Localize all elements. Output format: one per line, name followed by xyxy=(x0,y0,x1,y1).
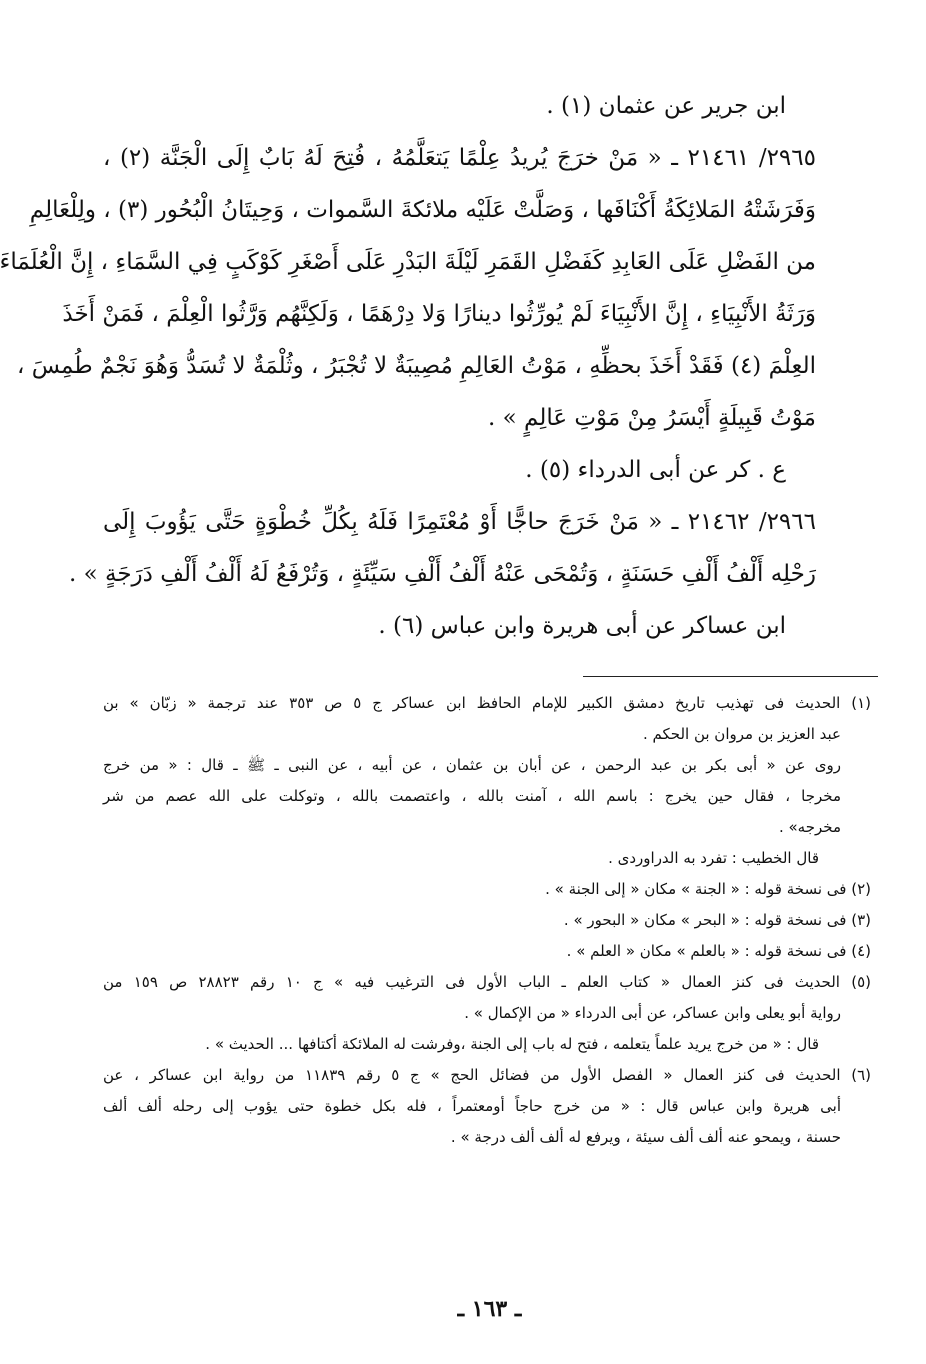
source-line: ابن جرير عن عثمان (١) . xyxy=(546,93,786,119)
footnote-1-line-3: روى عن « أبى بكر بن عبد الرحمن ، عن أبان بن عثمان ، عن أبيه ، عن النبى ـ ﷺ ـ قال : « من خرج xyxy=(103,756,841,774)
footnote-5-line-3: قال : « من خرج يريد علماً يتعلمه ، فتح له باب إلى الجنة ،وفرشت له الملائكة أكتافها ... الحديث » . xyxy=(205,1035,819,1053)
hadith-2965-line-1: ٢٩٦٥/ ٢١٤٦١ ـ « مَنْ خرَجَ يُريدُ عِلْمًا يَتعَلَّمُهُ ، فُتِحَ لَهُ بَابٌ إِلَى الْجَنَّة (٢) ، xyxy=(103,145,816,171)
footnote-6-line-3: حسنة ، ويمحو عنه ألف ألف سيئة ، ويرفع له ألف ألف درجة » . xyxy=(450,1128,841,1146)
footnotes xyxy=(103,688,871,1153)
hadith-2965-line-6: مَوْتُ قَبِيلَةٍ أَيْسَرُ مِنْ مَوْتِ عَالِمٍ » . xyxy=(488,405,816,431)
footnote-5-line-1: (٥) الحديث فى كنز العمال « كتاب العلم ـ الباب الأول فى الترغيب فيه » ج ١٠ رقم ٢٨٨٢٣ ص ١٥٩ من xyxy=(103,973,871,991)
hadith-2965-line-3: من الفَضْلِ عَلَى العَابِدِ كَفَضْلِ القَمَرِ لَيْلَةَ البَدْرِ عَلَى أَصْغَرِ كَوْكَبٍ فِي السَّمَاءِ ، إِنَّ الْعُلَمَاءَ xyxy=(0,249,816,275)
page-number: ـ ١٦٣ ـ xyxy=(457,1296,522,1322)
footnote-5-line-2: رواية أبو يعلى وابن عساكر، عن أبى الدرداء « من الإكمال » . xyxy=(464,1004,841,1022)
source-line: ابن عساكر عن أبى هريرة وابن عباس (٦) . xyxy=(378,613,786,639)
footnote-1-line-6: قال الخطيب : تفرد به الدراوردى . xyxy=(608,849,819,867)
footnote-1-line-1: (١) الحديث فى تهذيب تاريخ دمشق الكبير للإمام الحافظ ابن عساكر ج ٥ ص ٣٥٣ عند ترجمة « زبّان » بن xyxy=(103,694,871,712)
footnote-1-line-2: عبد العزيز بن مروان بن الحكم . xyxy=(642,725,841,743)
footnote-6-line-1: (٦) الحديث فى كنز العمال « الفصل الأول من فضائل الحج » ج ٥ رقم ١١٨٣٩ من رواية ابن عساكر ، عن xyxy=(103,1066,871,1084)
hadith-2966-line-2: رَحْلِه أَلْفُ أَلْفِ حَسَنَةٍ ، وَتُمْحَى عَنْهُ أَلْفُ أَلْفِ سَيِّئَةٍ ، وَتُرْفَعُ لَهُ أَلْفُ أَلْفِ دَرَجَةٍ » . xyxy=(68,561,816,587)
source-line: ع . كر عن أبى الدرداء (٥) . xyxy=(525,457,786,483)
hadith-2965-line-5: العِلْمَ (٤) فَقَدْ أَخَذَ بحظِّهِ ، مَوْتُ العَالِمِ مُصِيبَةٌ لا تُجْبَرُ ، وثُلْمَةٌ لا تُسَدُّ وَهُوَ نَجْمٌ طُمِسَ ، xyxy=(16,353,816,379)
hadith-2965-line-2: وَفَرَشَتْهُ المَلائِكَةُ أَكْنَافَها ، وَصَلَّتْ عَلَيْه ملائكةَ السَّموات ، وَحِيتَانُ الْبُحُور (٣) ، ولِلْعَالِمِ xyxy=(29,197,816,223)
footnote-3: (٣) فى نسخة قوله : « البحر » مكان « البحور » . xyxy=(563,911,871,929)
hadith-2966-line-1: ٢٩٦٦/ ٢١٤٦٢ ـ « مَنْ خَرَجَ حاجًّا أَوْ مُعْتَمِرًا فَلَهُ بِكُلِّ خُطْوَةٍ حَتَّى يَؤُوبَ إِلَى xyxy=(103,509,816,535)
hadith-2965-line-4: وَرَثَةُ الأَنْبِيَاءِ ، إِنَّ الأَنْبِيَاءَ لَمْ يُورِّثُوا دينارًا وَلا دِرْهَمًا ، وَلَكِنَّهُم وَرَّثُوا الْعِلْمَ ، فَمَنْ أَخَذَ xyxy=(62,301,816,327)
footnote-2: (٢) فى نسخة قوله : « الجنة » مكان « إلى الجنة » . xyxy=(545,880,871,898)
footnote-1-line-4: مخرجا ، فقال حين يخرج : باسم الله ، آمنت بالله ، واعتصمت بالله ، وتوكلت على الله عصم من شر xyxy=(103,787,841,805)
footnote-divider xyxy=(583,676,878,677)
footnote-6-line-2: أبى هريرة وابن عباس قال : « من خرج حاجاً أومعتمراً ، فله بكل خطوة حتى يؤوب إلى رحله ألف ألف xyxy=(103,1097,841,1115)
main-text xyxy=(0,80,816,652)
footnote-1-line-5: مخرجه» . xyxy=(778,818,841,836)
footnote-4: (٤) فى نسخة قوله : « بالعلم » مكان « العلم » . xyxy=(566,942,871,960)
